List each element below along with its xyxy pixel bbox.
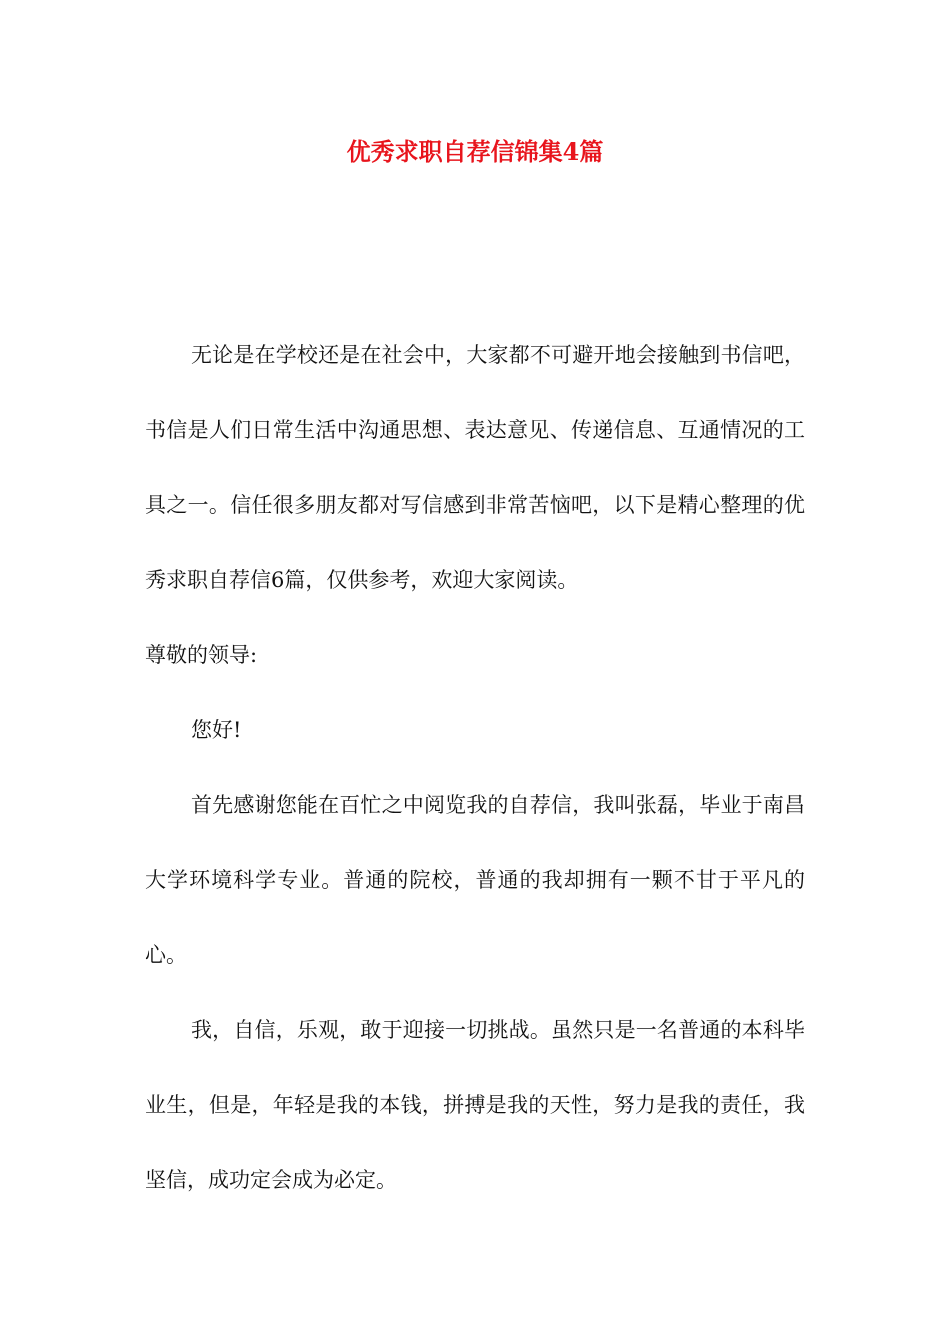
document-body [145,318,805,1218]
paragraph-personality: 我，自信，乐观，敢于迎接一切挑战。虽然只是一名普通的本科毕业生，但是，年轻是我的本钱，拼搏是我的天性，努力是我的责任，我坚信，成功定会成为必定。 [145,1018,805,1192]
document-title: 优秀求职自荐信锦集4篇 [346,137,604,166]
paragraph-intro: 无论是在学校还是在社会中，大家都不可避开地会接触到书信吧，书信是人们日常生活中沟通思想、表达意见、传递信息、互通情况的工具之一。信任很多朋友都对写信感到非常苦恼吧，以下是精心整理的优秀求职自荐信6篇，仅供参考，欢迎大家阅读。 [145,343,805,592]
paragraph-salutation: 尊敬的领导: [145,643,258,667]
paragraph-greeting: 您好! [191,718,242,742]
paragraph-self-introduction: 首先感谢您能在百忙之中阅览我的自荐信，我叫张磊，毕业于南昌大学环境科学专业。普通的院校，普通的我却拥有一颗不甘于平凡的心。 [145,793,805,967]
